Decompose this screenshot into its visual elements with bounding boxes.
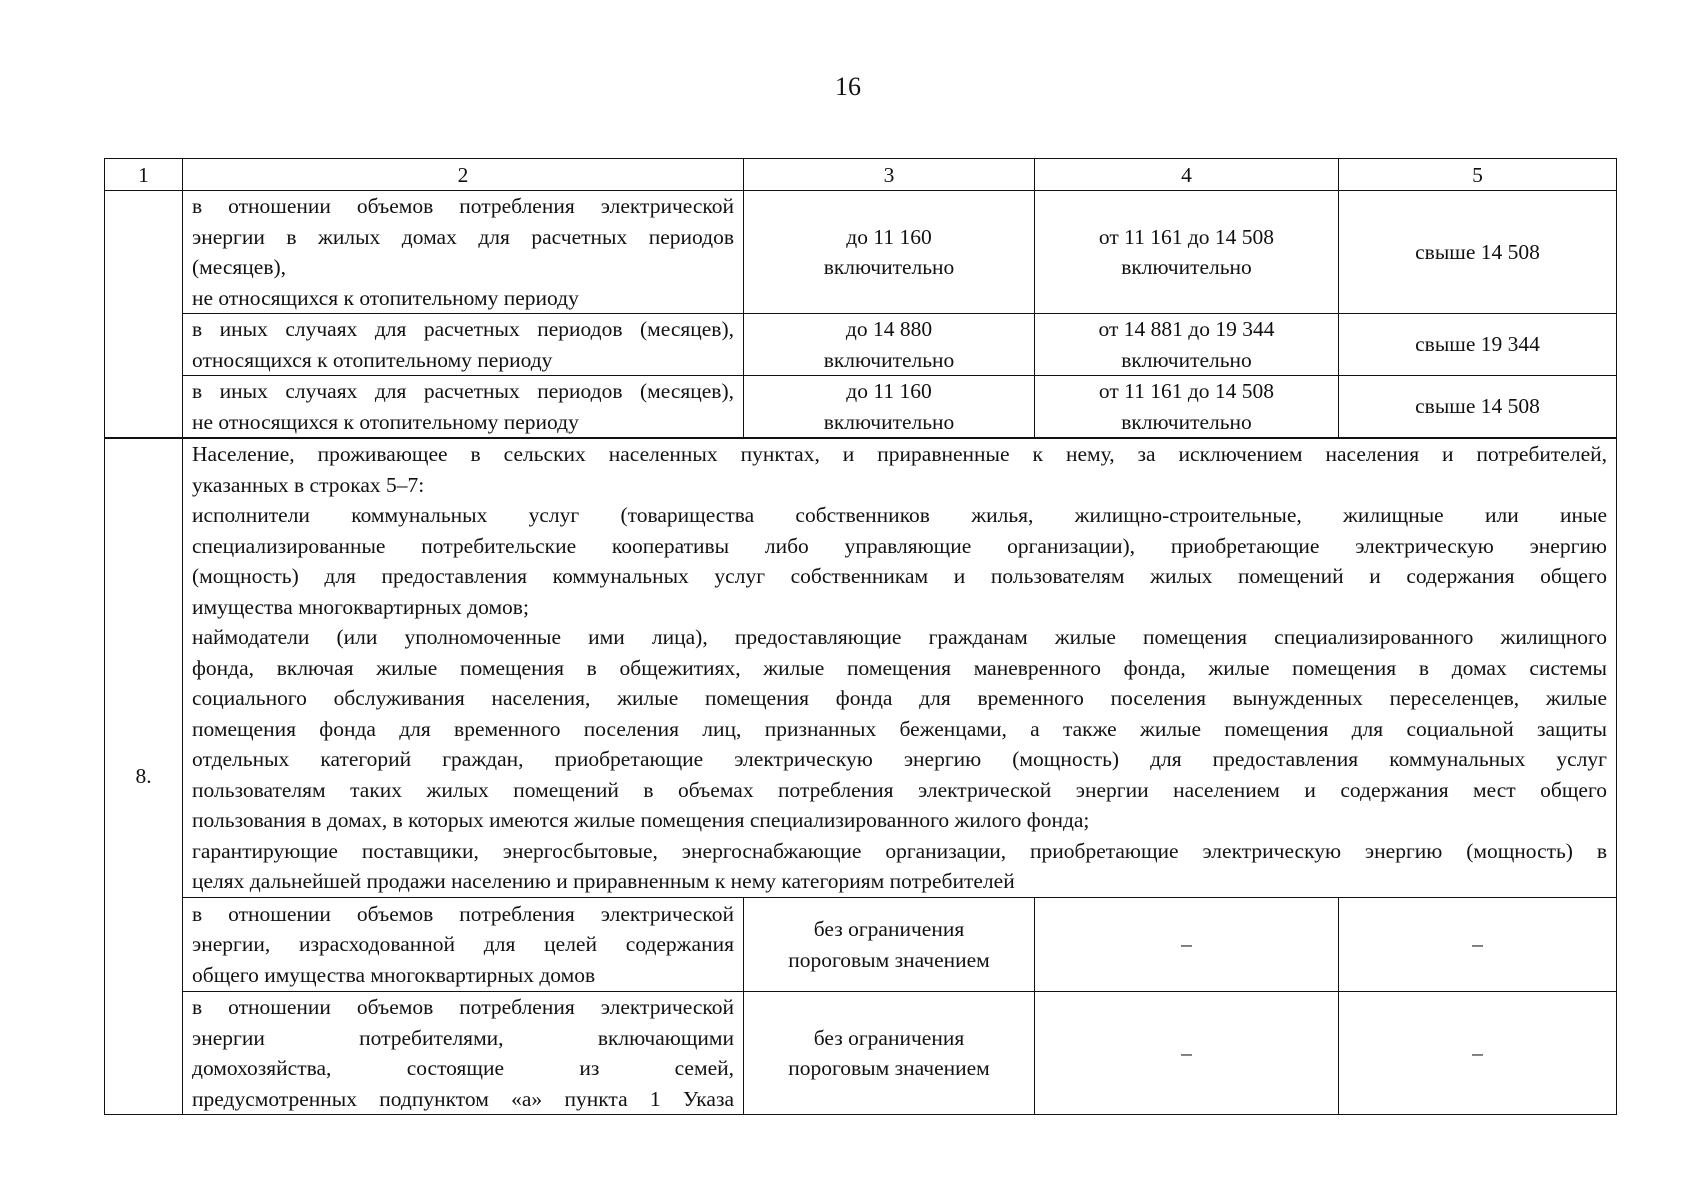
- value-line: без ограничения: [813, 917, 965, 941]
- section-line: целях дальнейшей продажи населению и приравненным к нему категориям потребителей: [192, 869, 1015, 894]
- section-line: имущества многоквартирных домов;: [192, 594, 529, 619]
- value-line: пороговым значением: [788, 1056, 990, 1080]
- table-row: [105, 314, 1617, 376]
- description-line: не относящихся к отопительному периоду: [192, 409, 579, 434]
- section-line: гарантирующие поставщики, энергосбытовые, энергоснабжающие организации, приобретающие электрическую энергию (мощность) в: [192, 838, 1607, 863]
- row-description: [183, 376, 744, 439]
- section-line: указанных в строках 5–7:: [192, 472, 425, 497]
- description-line: не относящихся к отопительному периоду: [192, 285, 579, 310]
- value-line: от 11 161 до 14 508: [1098, 224, 1275, 249]
- value-line: до 11 160: [846, 379, 932, 403]
- value-line: пороговым значением: [788, 947, 990, 972]
- page-number: 16: [835, 72, 861, 101]
- row-description: [183, 314, 744, 376]
- threshold-low: [744, 314, 1035, 376]
- header-row: [105, 159, 1617, 191]
- table-row: [105, 898, 1617, 992]
- threshold-mid: –: [1035, 898, 1339, 992]
- description-line: относящихся к отопительному периоду: [192, 347, 553, 372]
- section-line: помещения фонда для временного поселения лиц, признанных беженцами, а также жилые помещения для социальной защиты: [192, 716, 1607, 741]
- description-line: домохозяйства, состоящие из семей,: [192, 1056, 734, 1080]
- value-line: без ограничения: [813, 1025, 965, 1050]
- table-row: [105, 992, 1617, 1115]
- description-line: в иных случаях для расчетных периодов (месяцев),: [192, 379, 734, 403]
- description-line: энергии потребителями, включающими: [192, 1025, 734, 1050]
- threshold-mid: [1035, 191, 1339, 314]
- section-8-text: [183, 438, 1617, 898]
- header-col-5: 5: [1339, 159, 1617, 191]
- section-line: фонда, включая жилые помещения в общежитиях, жилые помещения маневренного фонда, жилые помещения в домах системы: [192, 655, 1607, 680]
- table-row: [105, 191, 1617, 314]
- section-line: отдельных категорий граждан, приобретающие электрическую энергию (мощность) для предоставления коммунальных услуг: [192, 747, 1607, 772]
- row-description: [183, 191, 744, 314]
- tariff-table: [104, 158, 1617, 1115]
- section-line: пользователям таких жилых помещений в объемах потребления электрической энергии населением и содержания мест общего: [192, 777, 1607, 802]
- description-line: энергии, израсходованной для целей содержания: [192, 932, 734, 957]
- value-line: от 11 161 до 14 508: [1098, 379, 1275, 403]
- threshold-low: [744, 376, 1035, 439]
- row-description: [183, 898, 744, 992]
- threshold-high: свыше 14 508: [1339, 376, 1617, 439]
- value-line: до 11 160: [846, 224, 932, 249]
- value-line: включительно: [1121, 347, 1252, 372]
- description-line: энергии в жилых домах для расчетных периодов: [192, 224, 734, 249]
- value-line: от 14 881 до 19 344: [1098, 317, 1275, 341]
- header-col-3: 3: [744, 159, 1035, 191]
- section-line: (мощность) для предоставления коммунальных услуг собственникам и пользователям жилых помещений и содержания общего: [192, 564, 1607, 589]
- row-number-cell-empty: [105, 191, 183, 439]
- description-line: общего имущества многоквартирных домов: [192, 962, 596, 987]
- value-line: включительно: [1121, 255, 1252, 279]
- description-line: в отношении объемов потребления электрической: [192, 901, 734, 926]
- table-row: [105, 376, 1617, 439]
- threshold-mid: –: [1035, 992, 1339, 1115]
- header-col-1: 1: [105, 159, 183, 191]
- value-line: до 14 880: [845, 317, 933, 341]
- description-line: (месяцев),: [192, 255, 287, 279]
- section-number: 8.: [105, 438, 183, 1115]
- section-line: наймодатели (или уполномоченные ими лица), предоставляющие гражданам жилые помещения специализированного жилищного: [192, 625, 1607, 650]
- section-line: Население, проживающее в сельских населенных пунктах, и приравненные к нему, за исключением населения и потребителей,: [192, 442, 1607, 467]
- header-col-4: 4: [1035, 159, 1339, 191]
- threshold-high: свыше 19 344: [1339, 314, 1617, 376]
- section-line: пользования в домах, в которых имеются жилые помещения специализированного жилого фонда;: [192, 808, 1090, 833]
- threshold-low: [744, 191, 1035, 314]
- header-col-2: 2: [183, 159, 744, 191]
- description-line: предусмотренных подпунктом «а» пункта 1 Указа: [192, 1086, 734, 1111]
- value-line: включительно: [823, 255, 955, 279]
- threshold-high: свыше 14 508: [1339, 191, 1617, 314]
- row-description: [183, 992, 744, 1115]
- section-line: социального обслуживания населения, жилые помещения фонда для временного поселения вынужденных переселенцев, жилые: [192, 686, 1607, 711]
- value-line: включительно: [823, 409, 955, 434]
- threshold-mid: [1035, 314, 1339, 376]
- description-line: в отношении объемов потребления электрической: [192, 995, 734, 1019]
- section-line: специализированные потребительские кооперативы либо управляющие организации), приобретающие электрическую энергию: [192, 533, 1607, 558]
- threshold-mid: [1035, 376, 1339, 439]
- section-8-row: [105, 438, 1617, 898]
- threshold-high: –: [1339, 992, 1617, 1115]
- value-line: включительно: [823, 347, 955, 372]
- description-line: в иных случаях для расчетных периодов (месяцев),: [192, 317, 734, 341]
- section-line: исполнители коммунальных услуг (товарищества собственников жилья, жилищно-строительные, жилищные или иные: [192, 503, 1607, 528]
- threshold-low: [744, 992, 1035, 1115]
- description-line: в отношении объемов потребления электрической: [192, 194, 734, 218]
- value-line: включительно: [1121, 409, 1252, 434]
- threshold-high: –: [1339, 898, 1617, 992]
- threshold-low: [744, 898, 1035, 992]
